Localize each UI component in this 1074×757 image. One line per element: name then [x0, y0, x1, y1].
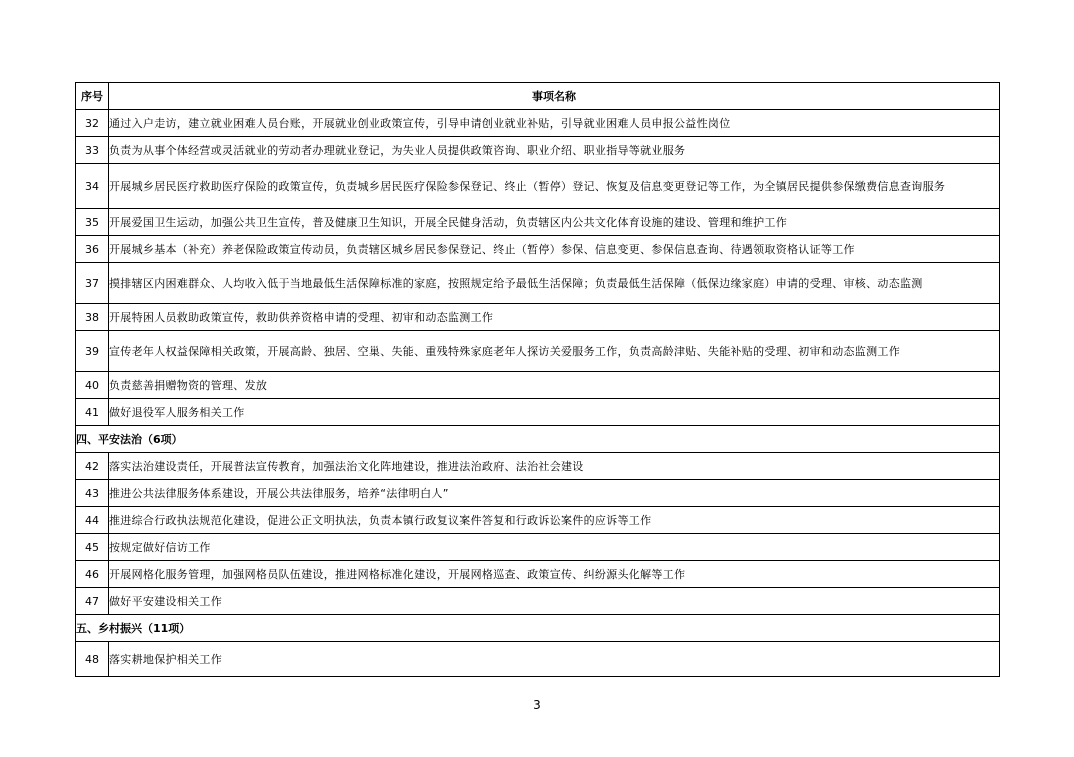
- row-number: 34: [76, 164, 109, 209]
- table-row: [76, 561, 1000, 588]
- table-row: [76, 263, 1000, 304]
- table-row: [76, 642, 1000, 677]
- row-number: 37: [76, 263, 109, 304]
- row-text: 开展爱国卫生运动，加强公共卫生宣传，普及健康卫生知识，开展全民健身活动，负责辖区内公共文化体育设施的建设、管理和维护工作: [109, 209, 1000, 236]
- section-heading-rural-revitalization: 五、乡村振兴（11项）: [76, 615, 1000, 642]
- row-number: 33: [76, 137, 109, 164]
- row-number: 46: [76, 561, 109, 588]
- page-number: 3: [533, 698, 541, 712]
- table-row: [76, 453, 1000, 480]
- table-row: [76, 507, 1000, 534]
- header-item-name: 事项名称: [109, 83, 1000, 110]
- table-row: [76, 164, 1000, 209]
- table-row: [76, 137, 1000, 164]
- row-number: 43: [76, 480, 109, 507]
- section-heading-row: [76, 426, 1000, 453]
- row-text: 推进综合行政执法规范化建设，促进公正文明执法，负责本镇行政复议案件答复和行政诉讼案件的应诉等工作: [109, 507, 1000, 534]
- section-heading-safety-law: 四、平安法治（6项）: [76, 426, 1000, 453]
- table-row: [76, 480, 1000, 507]
- row-number: 42: [76, 453, 109, 480]
- row-text: 摸排辖区内困难群众、人均收入低于当地最低生活保障标准的家庭，按照规定给予最低生活保障；负责最低生活保障（低保边缘家庭）申请的受理、审核、动态监测: [109, 263, 1000, 304]
- row-number: 48: [76, 642, 109, 677]
- table-row: [76, 588, 1000, 615]
- row-text: 开展城乡基本（补充）养老保险政策宣传动员，负责辖区城乡居民参保登记、终止（暂停）参保、信息变更、参保信息查询、待遇领取资格认证等工作: [109, 236, 1000, 263]
- row-text: 通过入户走访，建立就业困难人员台账，开展就业创业政策宣传，引导申请创业就业补贴，引导就业困难人员申报公益性岗位: [109, 110, 1000, 137]
- section-heading-row: [76, 615, 1000, 642]
- table-header-row: [76, 83, 1000, 110]
- row-number: 35: [76, 209, 109, 236]
- table-row: [76, 331, 1000, 372]
- row-number: 36: [76, 236, 109, 263]
- table-row: [76, 110, 1000, 137]
- duty-list-table: [75, 82, 1000, 677]
- row-text: 开展特困人员救助政策宣传，救助供养资格申请的受理、初审和动态监测工作: [109, 304, 1000, 331]
- row-number: 40: [76, 372, 109, 399]
- row-text: 宣传老年人权益保障相关政策，开展高龄、独居、空巢、失能、重残特殊家庭老年人探访关爱服务工作，负责高龄津贴、失能补贴的受理、初审和动态监测工作: [109, 331, 1000, 372]
- table-row: [76, 304, 1000, 331]
- row-text: 做好退役军人服务相关工作: [109, 399, 1000, 426]
- table-row: [76, 399, 1000, 426]
- table-row: [76, 236, 1000, 263]
- row-number: 38: [76, 304, 109, 331]
- row-number: 32: [76, 110, 109, 137]
- table-row: [76, 372, 1000, 399]
- row-text: 开展城乡居民医疗救助医疗保险的政策宣传，负责城乡居民医疗保险参保登记、终止（暂停）登记、恢复及信息变更登记等工作，为全镇居民提供参保缴费信息查询服务: [109, 164, 1000, 209]
- row-number: 41: [76, 399, 109, 426]
- row-number: 47: [76, 588, 109, 615]
- header-serial-number: 序号: [76, 83, 109, 110]
- row-text: 开展网格化服务管理，加强网格员队伍建设，推进网格标准化建设，开展网格巡查、政策宣传、纠纷源头化解等工作: [109, 561, 1000, 588]
- row-text: 负责慈善捐赠物资的管理、发放: [109, 372, 1000, 399]
- table-row: [76, 534, 1000, 561]
- row-text: 推进公共法律服务体系建设，开展公共法律服务，培养“法律明白人”: [109, 480, 1000, 507]
- row-number: 39: [76, 331, 109, 372]
- row-number: 45: [76, 534, 109, 561]
- table-row: [76, 209, 1000, 236]
- row-text: 落实耕地保护相关工作: [109, 642, 1000, 677]
- row-text: 落实法治建设责任，开展普法宣传教育，加强法治文化阵地建设，推进法治政府、法治社会建设: [109, 453, 1000, 480]
- row-text: 做好平安建设相关工作: [109, 588, 1000, 615]
- row-text: 按规定做好信访工作: [109, 534, 1000, 561]
- row-text: 负责为从事个体经营或灵活就业的劳动者办理就业登记，为失业人员提供政策咨询、职业介绍、职业指导等就业服务: [109, 137, 1000, 164]
- row-number: 44: [76, 507, 109, 534]
